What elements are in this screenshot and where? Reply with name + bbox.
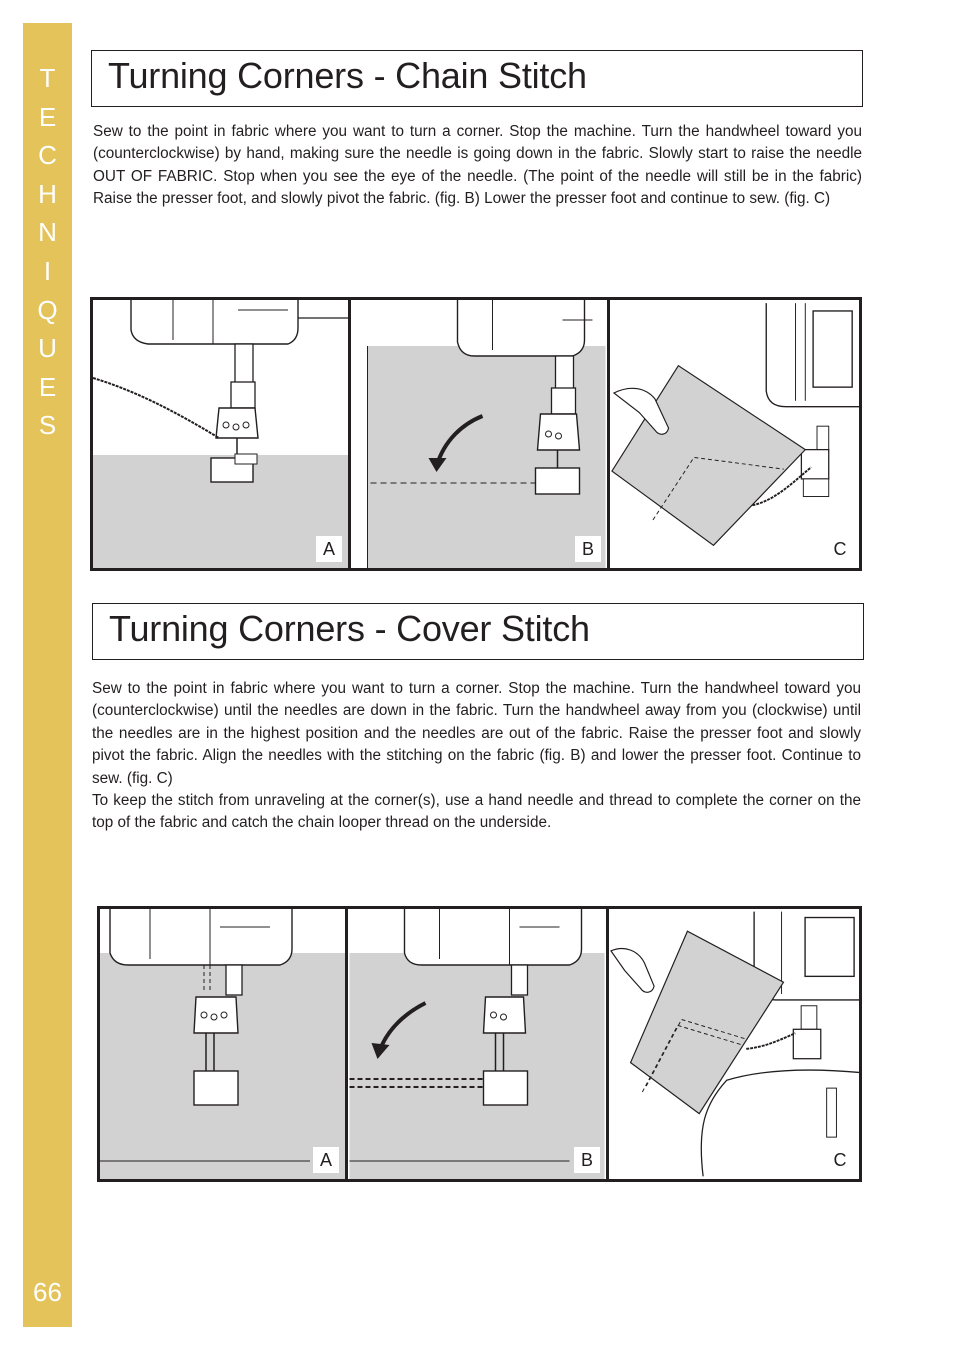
figure-label-b: B [574, 1147, 600, 1173]
section-tab-letters [23, 59, 72, 445]
tab-letter: T [39, 63, 56, 93]
section-tab [23, 23, 72, 1327]
tab-letter: U [38, 333, 57, 364]
figure-label-c: C [827, 536, 853, 562]
sewing-machine-illustration [609, 909, 859, 1179]
cover-figure-b [345, 909, 606, 1179]
figure-label-a: A [316, 536, 342, 562]
chain-title: Turning Corners - Chain Stitch [108, 55, 587, 96]
chain-paragraph: Sew to the point in fabric where you want to turn a corner. Stop the machine. Turn the handwheel toward you (counterclockwise) by hand, making sure the needle is going down in the fabric. Slowly start to raise the needle OUT OF FABRIC. Stop when you see the eye of the needle. (The point of the needle will still be in the fabric) Raise the presser foot, and slowly pivot the fabric. (fig. B) Lower the presser foot and continue to sew. (fig. C) [93, 123, 862, 208]
tab-letter: N [38, 217, 57, 248]
tab-letter: C [38, 140, 57, 171]
tab-letter: S [38, 410, 57, 441]
tab-letter: Q [37, 294, 58, 325]
sewing-machine-illustration [100, 909, 345, 1179]
chain-figure-b [348, 300, 607, 568]
chain-figure-c [607, 300, 859, 568]
chain-title-box [91, 50, 863, 107]
tab-letter: I [43, 255, 52, 286]
page-number: 66 [33, 1277, 62, 1307]
cover-paragraph-2: To keep the stitch from unraveling at the corner(s), use a hand needle and thread to complete the corner on the top of the fabric and catch the chain looper thread on the underside. [92, 792, 861, 832]
cover-paragraph [92, 678, 861, 835]
cover-paragraph-1: Sew to the point in fabric where you want to turn a corner. Stop the machine. Turn the handwheel toward you (counterclockwise) until the needles are down in the fabric. Turn the handwheel away from you (clockwise) until the needles are in the highest position and the needles are out of the fabric. Raise the presser foot and slowly pivot the fabric. Align the needles with the stitching on the fabric (fig. B) and lower the presser foot. Continue to sew. (fig. C) [92, 680, 861, 787]
figure-label-b: B [575, 536, 601, 562]
tab-letter: E [38, 101, 57, 132]
tab-letter: E [38, 371, 57, 402]
cover-figure-a [100, 909, 345, 1179]
cover-figure-c [606, 909, 859, 1179]
figure-label-c: C [827, 1147, 853, 1173]
cover-title-box [92, 603, 864, 660]
chain-figure-a [93, 300, 348, 568]
sewing-machine-illustration [93, 300, 348, 568]
cover-title: Turning Corners - Cover Stitch [109, 608, 590, 649]
tab-letter: H [38, 178, 57, 209]
sewing-machine-illustration [610, 300, 859, 568]
cover-figures [97, 906, 862, 1182]
figure-label-a: A [313, 1147, 339, 1173]
chain-figures [90, 297, 862, 571]
sewing-machine-illustration [348, 909, 606, 1179]
sewing-machine-illustration [351, 300, 607, 568]
